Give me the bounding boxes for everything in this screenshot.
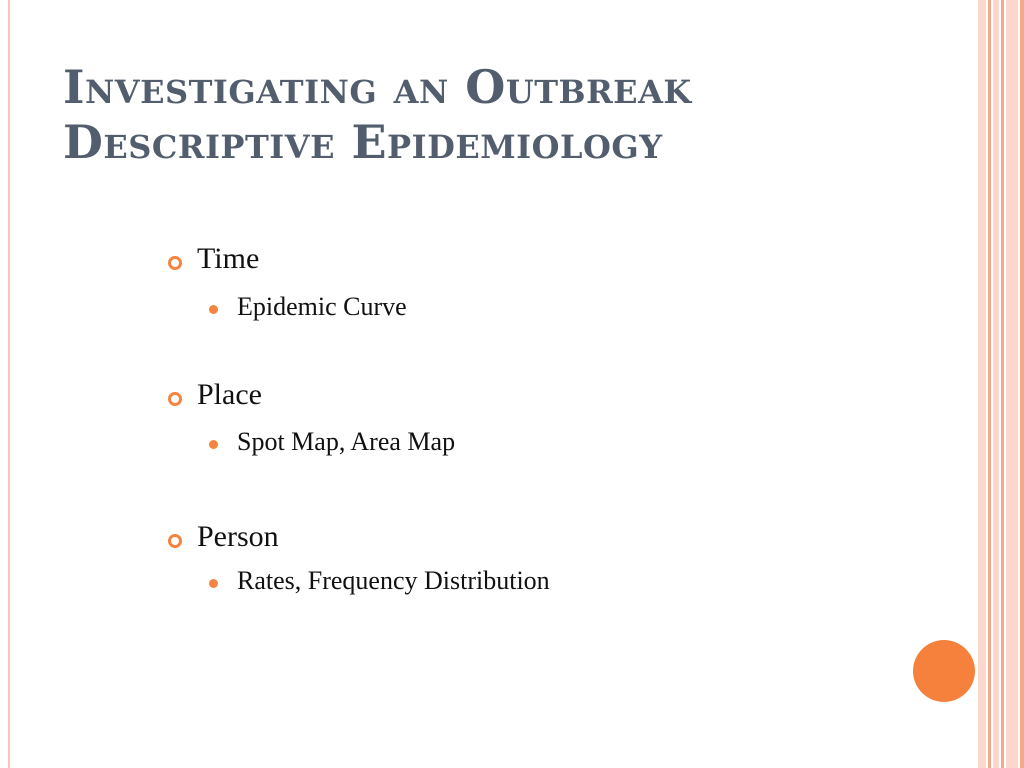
sub-bullet-label: Spot Map, Area Map	[237, 427, 456, 456]
decorative-stripe	[993, 0, 999, 768]
bullet-item-place	[165, 378, 262, 412]
decorative-orange-circle	[913, 640, 975, 702]
ring-bullet-icon	[168, 392, 182, 406]
bullet-label: Place	[197, 378, 262, 411]
decorative-stripe	[1020, 0, 1024, 768]
slide-title	[63, 60, 692, 170]
dot-bullet-icon	[209, 305, 218, 314]
ring-bullet-icon	[168, 256, 182, 270]
dot-bullet-icon	[209, 440, 218, 449]
sub-bullet-rates	[209, 566, 550, 596]
sub-bullet-maps	[209, 427, 456, 457]
bullet-item-person	[165, 520, 279, 554]
title-line-2: Descriptive Epidemiology	[63, 115, 663, 169]
title-line-1: Investigating an Outbreak	[63, 60, 692, 114]
left-border-rule	[8, 0, 10, 768]
sub-bullet-label: Epidemic Curve	[237, 292, 407, 321]
decorative-stripe	[978, 0, 986, 768]
decorative-stripe	[1001, 0, 1004, 768]
bullet-label: Time	[197, 242, 260, 275]
sub-bullet-label: Rates, Frequency Distribution	[237, 566, 550, 595]
decorative-stripe	[1006, 0, 1018, 768]
bullet-label: Person	[197, 520, 279, 553]
ring-bullet-icon	[168, 534, 182, 548]
decorative-stripe	[988, 0, 991, 768]
sub-bullet-epidemic-curve	[209, 292, 407, 322]
dot-bullet-icon	[209, 579, 218, 588]
bullet-item-time	[165, 242, 260, 276]
